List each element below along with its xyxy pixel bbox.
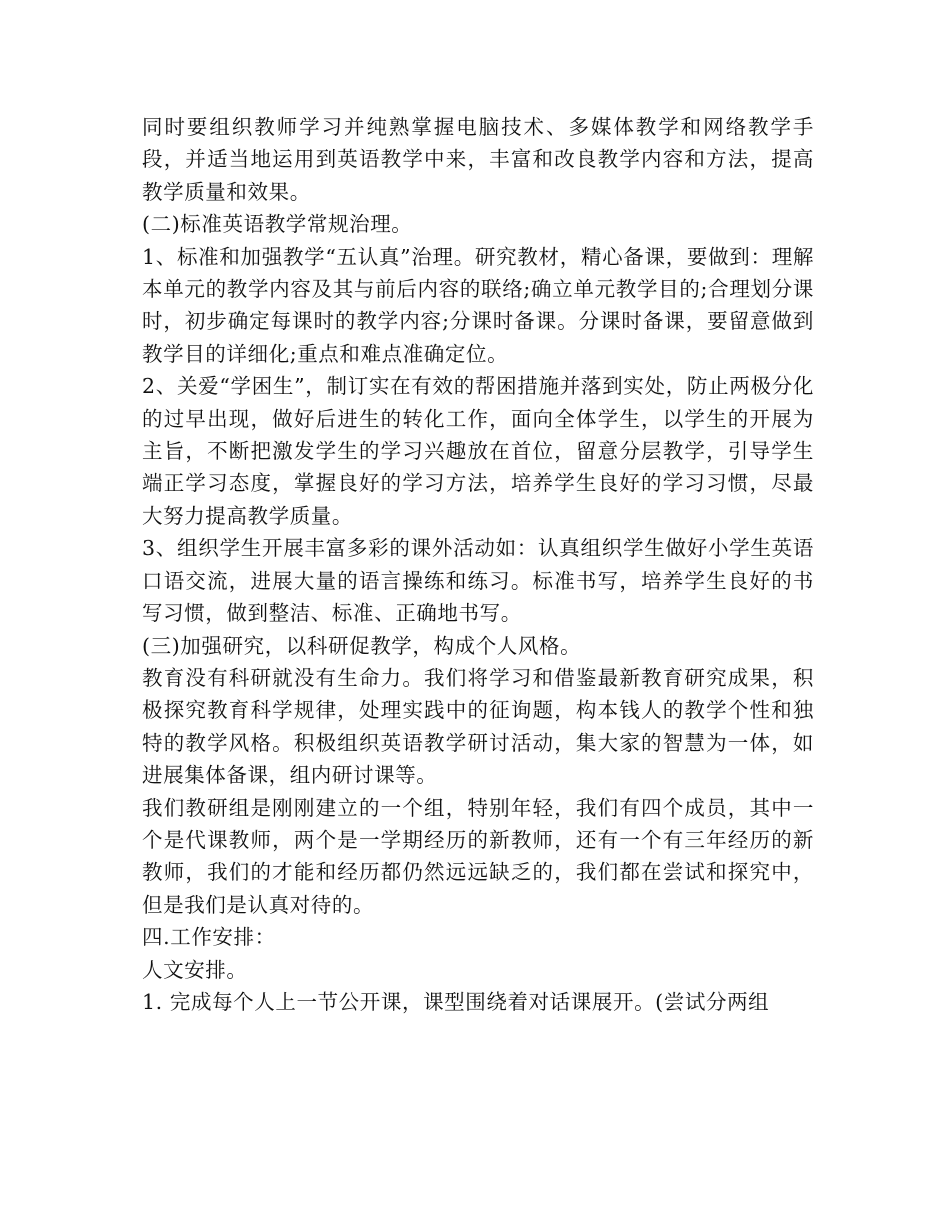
document-page — [142, 111, 814, 1018]
paragraph-team-intro: 我们教研组是刚刚建立的一个组，特别年轻，我们有四个成员，其中一个是代课教师，两个是一学期经历的新教师，还有一个有三年经历的新教师，我们的才能和经历都仍然远远缺乏的，我们都在尝试和探究中，但是我们是认真对待的。 — [142, 795, 814, 917]
heading-teaching-routine: (二)标准英语教学常规治理。 — [142, 212, 413, 237]
paragraph-five-earnest: 1、标准和加强教学“五认真”治理。研究教材，精心备课，要做到：理解本单元的教学内容及其与前后内容的联络;确立单元教学目的;合理划分课时，初步确定每课时的教学内容;分课时备课。分课时备课，要留意做到教学目的详细化;重点和难点准确定位。 — [142, 244, 814, 366]
heading-work-arrangement: 四.工作安排： — [142, 925, 276, 950]
paragraph-media-skills: 同时要组织教师学习并纯熟掌握电脑技术、多媒体教学和网络教学手段，并适当地运用到英语教学中来，丰富和改良教学内容和方法，提高教学质量和效果。 — [142, 115, 814, 204]
paragraph-struggling-students: 2、关爱“学困生”，制订实在有效的帮困措施并落到实处，防止两极分化的过早出现，做好后进生的转化工作，面向全体学生，以学生的开展为主旨，不断把激发学生的学习兴趣放在首位，留意分层教学，引导学生端正学习态度，掌握良好的学习方法，培养学生良好的学习习惯，尽最大努力提高教学质量。 — [142, 374, 814, 528]
paragraph-open-class: 1. 完成每个人上一节公开课，课型围绕着对话课展开。(尝试分两组 — [142, 989, 770, 1014]
paragraph-extracurricular: 3、组织学生开展丰富多彩的课外活动如：认真组织学生做好小学生英语口语交流，进展大量的语言操练和练习。标准书写，培养学生良好的书写习惯，做到整洁、标准、正确地书写。 — [142, 536, 814, 626]
heading-personnel-arrangement: 人文安排。 — [142, 957, 248, 982]
paragraph-research-life: 教育没有科研就没有生命力。我们将学习和借鉴最新教育研究成果，积极探究教育科学规律，处理实践中的征询题，构本钱人的教学个性和独特的教学风格。积极组织英语教学研讨活动，集大家的智慧为一体，如进展集体备课，组内研讨课等。 — [142, 665, 814, 788]
heading-research: (三)加强研究，以科研促教学，构成个人风格。 — [142, 633, 582, 658]
